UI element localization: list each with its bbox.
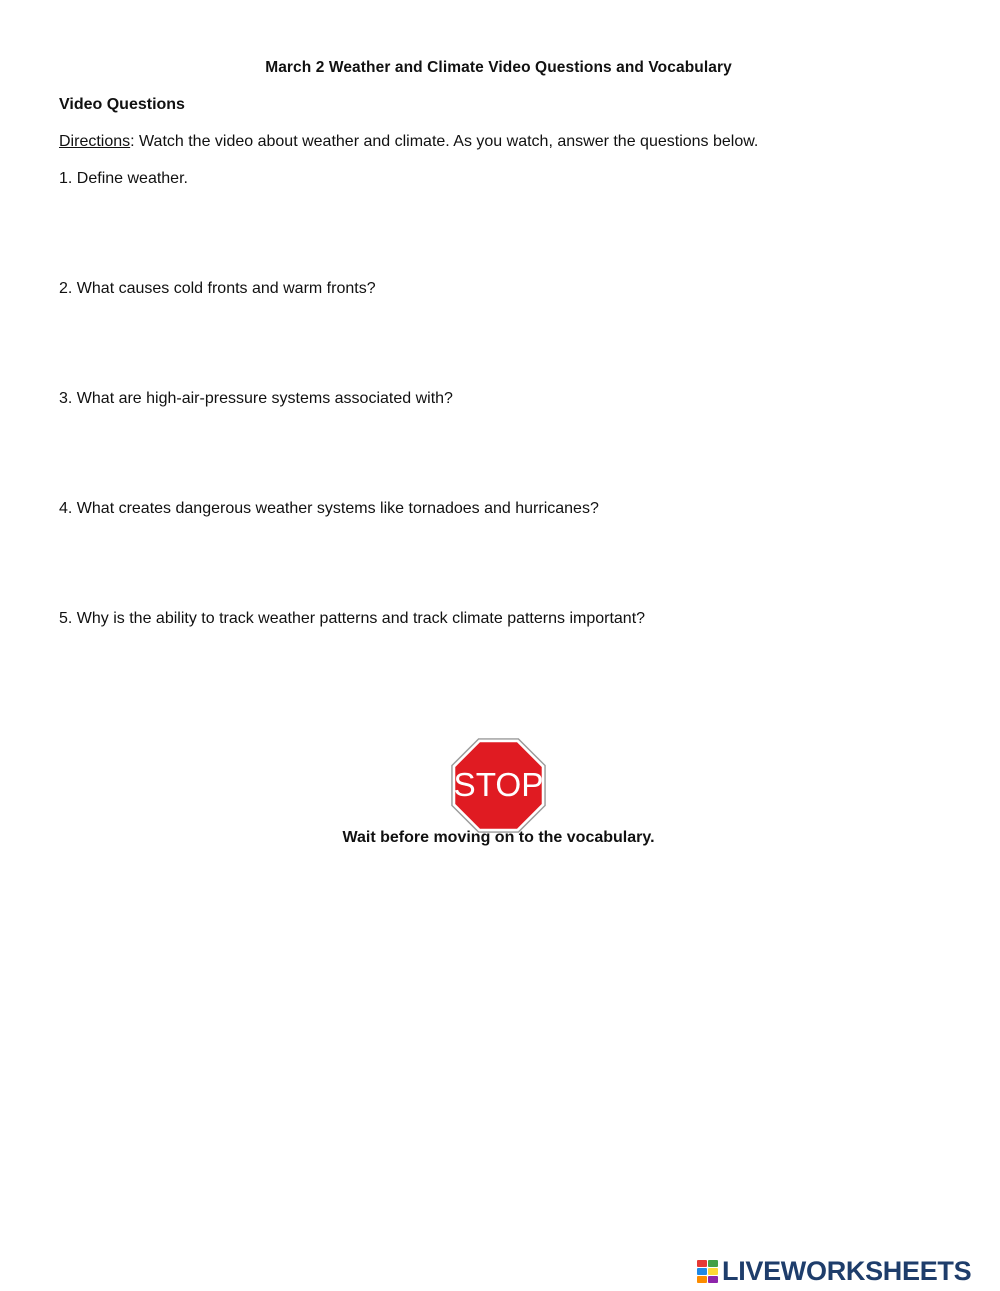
logo-block	[708, 1260, 718, 1267]
page-title: March 2 Weather and Climate Video Questions and Vocabulary	[265, 59, 732, 76]
liveworksheets-logo	[697, 1256, 971, 1286]
logo-block	[697, 1268, 707, 1275]
stop-sign-text: STOP	[453, 766, 544, 804]
logo-text: LIVEWORKSHEETS	[722, 1255, 972, 1286]
question-1: 1. Define weather.	[59, 170, 188, 187]
logo-block	[708, 1268, 718, 1275]
question-5: 5. Why is the ability to track weather patterns and track climate patterns important?	[59, 610, 646, 627]
directions	[59, 133, 758, 151]
directions-text: : Watch the video about weather and climate. As you watch, answer the questions below.	[130, 133, 759, 150]
directions-label: Directions	[59, 133, 131, 150]
question-2: 2. What causes cold fronts and warm fronts?	[59, 280, 376, 297]
question-4: 4. What creates dangerous weather systems like tornadoes and hurricanes?	[59, 500, 599, 517]
question-3: 3. What are high-air-pressure systems associated with?	[59, 390, 453, 407]
logo-block	[697, 1260, 707, 1267]
stop-sign-icon	[451, 738, 546, 833]
section-title: Video Questions	[59, 96, 185, 113]
logo-blocks-icon	[697, 1260, 718, 1283]
logo-block	[708, 1276, 718, 1283]
logo-block	[697, 1276, 707, 1283]
wait-note: Wait before moving on to the vocabulary.	[342, 829, 655, 846]
